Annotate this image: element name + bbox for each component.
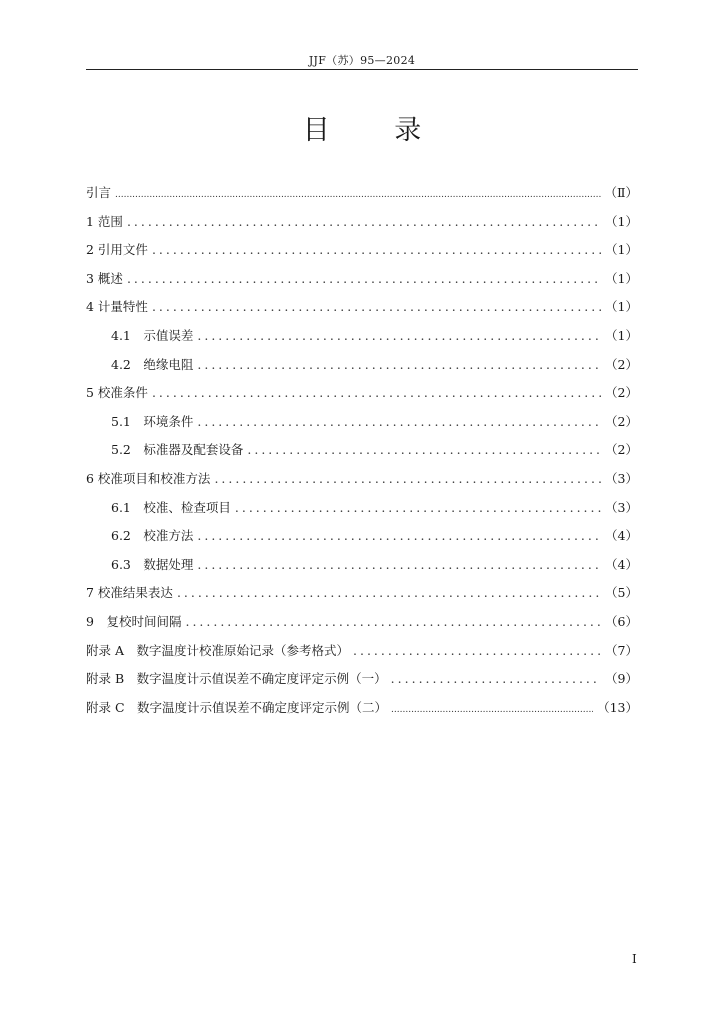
toc-entry[interactable] [86,326,638,355]
page-title: 目 录 [302,115,450,146]
toc-entry[interactable] [86,240,638,269]
toc-entry-page: （1） [605,270,638,286]
toc-entry-page: （1） [605,242,638,258]
table-of-contents [86,183,638,726]
toc-entry[interactable] [86,469,638,498]
toc-entry[interactable] [86,498,638,527]
toc-entry[interactable] [86,555,638,584]
toc-entry-label: 5.2 标准器及配套设备 [111,442,244,458]
toc-entry[interactable] [86,583,638,612]
toc-entry-page: （6） [605,613,638,629]
toc-entry-page: （1） [605,213,638,229]
toc-entry[interactable] [86,269,638,298]
toc-dot-leader [197,357,601,372]
toc-entry-label: 引言 [86,185,112,200]
toc-dot-leader [391,705,593,715]
header-rule [86,69,638,70]
toc-dot-leader [197,557,601,572]
toc-entry[interactable] [86,526,638,555]
toc-entry-label: 6.3 数据处理 [111,556,194,572]
toc-entry[interactable] [86,612,638,641]
toc-entry-page: （5） [605,585,638,601]
toc-entry-label: 6 校准项目和校准方法 [86,470,211,486]
toc-entry-page: （3） [605,470,638,486]
toc-entry-page: （2） [605,413,638,429]
toc-dot-leader [197,328,601,343]
toc-entry-page: （1） [605,327,638,343]
toc-entry-label: 5.1 环境条件 [111,413,194,429]
toc-entry-page: （1） [605,299,638,315]
toc-dot-leader [152,242,601,257]
toc-dot-leader [127,271,601,286]
toc-entry[interactable] [86,669,638,698]
toc-entry[interactable] [86,698,638,727]
toc-dot-leader [185,614,601,629]
toc-entry-label: 2 引用文件 [86,242,148,258]
toc-dot-leader [214,471,601,486]
toc-entry-label: 附录 A 数字温度计校准原始记录（参考格式） [86,642,350,658]
toc-entry-page: （7） [605,642,638,658]
toc-dot-leader [247,442,601,457]
toc-dot-leader [177,585,601,600]
toc-entry[interactable] [86,212,638,241]
toc-entry-label: 5 校准条件 [86,385,148,401]
toc-dot-leader [152,385,601,400]
toc-entry[interactable] [86,641,638,670]
toc-entry-page: （4） [605,528,638,544]
toc-dot-leader [197,528,601,543]
toc-entry-label: 4.1 示值误差 [111,327,194,343]
page-number: I [632,952,637,966]
toc-dot-leader [235,500,601,515]
toc-entry[interactable] [86,183,638,212]
toc-entry[interactable] [86,412,638,441]
toc-entry-label: 3 概述 [86,270,123,286]
toc-entry-page: （13） [597,699,638,715]
toc-entry-label: 6.1 校准、检查项目 [111,499,231,515]
toc-entry-label: 6.2 校准方法 [111,528,194,544]
toc-dot-leader [152,299,601,314]
toc-entry-page: （4） [605,556,638,572]
toc-dot-leader [391,671,601,686]
toc-entry-label: 9 复校时间间隔 [86,613,182,629]
toc-entry-page: （2） [605,356,638,372]
toc-dot-leader [353,643,601,658]
toc-entry-page: （9） [605,671,638,687]
toc-entry-label: 附录 B 数字温度计示值误差不确定度评定示例（一） [86,671,387,687]
toc-entry-label: 7 校准结果表达 [86,585,173,601]
toc-entry-label: 4.2 绝缘电阻 [111,356,194,372]
toc-dot-leader [115,190,600,200]
toc-entry[interactable] [86,297,638,326]
toc-entry[interactable] [86,383,638,412]
toc-dot-leader [127,214,601,229]
document-header-code: JJF（苏）95—2024 [308,54,416,67]
toc-entry-label: 附录 C 数字温度计示值误差不确定度评定示例（二） [86,699,388,715]
toc-entry-label: 1 范围 [86,213,123,229]
toc-entry-page: （2） [605,385,638,401]
toc-entry-page: （Ⅱ） [604,185,638,200]
toc-dot-leader [197,414,601,429]
toc-entry-page: （2） [605,442,638,458]
toc-entry-label: 4 计量特性 [86,299,148,315]
toc-entry-page: （3） [605,499,638,515]
toc-entry[interactable] [86,355,638,384]
toc-entry[interactable] [86,440,638,469]
